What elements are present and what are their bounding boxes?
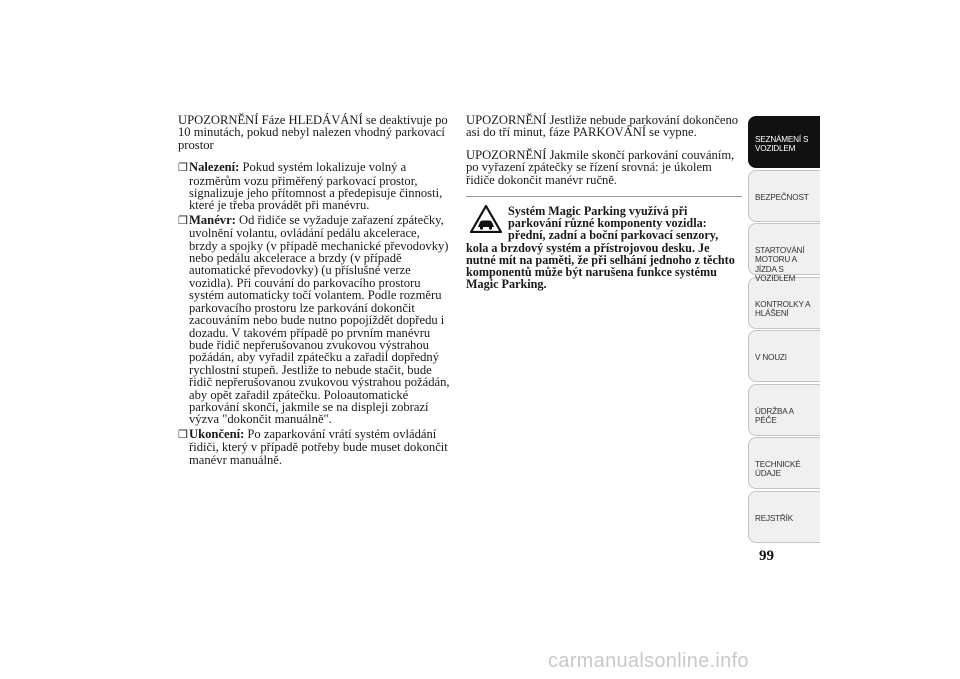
item-text: Po zaparkování vrátí systém ovládání řidiči, který v případě potřeby bude muset dokončit manévr manuálně. — [189, 426, 448, 467]
divider — [466, 196, 742, 197]
list-item-finding — [178, 161, 450, 212]
left-column — [178, 114, 450, 468]
tab-startovani[interactable]: STARTOVÁNÍ MOTORU A JÍZDA S VOZIDLEM — [748, 223, 820, 275]
list-item-completion — [178, 428, 450, 466]
page-number: 99 — [759, 548, 774, 564]
tab-technicke-udaje[interactable]: TECHNICKÉ ÚDAJE — [748, 437, 820, 489]
checkbox-bullet-icon: ❐ — [178, 162, 188, 175]
intro-note: UPOZORNĚNÍ Fáze HLEDÁVÁNÍ se deaktivuje po 10 minutách, pokud nebyl nalezen vhodný parkovací prostor — [178, 113, 448, 152]
watermark: carmanualsonline.info — [548, 650, 749, 672]
item-term: Nalezení: — [189, 160, 240, 175]
tab-bezpecnost[interactable]: BEZPEČNOST — [748, 170, 820, 222]
tab-rejstrik[interactable]: REJSTŘÍK — [748, 491, 820, 543]
item-text: Pokud systém lokalizuje volný a rozměrům vozu přiměřený parkovací prostor, signalizuje jeho přítomnost a předepisuje činnosti, které je třeba provádět při manévru. — [189, 160, 443, 213]
checkbox-bullet-icon: ❐ — [178, 214, 188, 227]
note-steering-align: UPOZORNĚNÍ Jakmile skončí parkování couváním, po vyřazení zpátečky se řízení srovná: je úkolem řidiče dokončit manévr ručně. — [466, 147, 735, 187]
warning-triangle-car-icon — [470, 205, 502, 233]
list-item-maneuver — [178, 214, 450, 426]
tab-seznameni[interactable]: SEZNÁMENÍ S VOZIDLEM — [748, 116, 820, 168]
right-column — [466, 114, 742, 290]
warning-rest: kola a brzdový systém a přístrojovou desku. Je nutné mít na paměti, že při selhání jednoho z těchto komponentů může být narušena funkce systému Magic Parking. — [466, 240, 735, 292]
item-text: Od řidiče se vyžaduje zařazení zpátečky, uvolnění volantu, ovládání pedálu akcelerace, brzdy a spojky (v případě mechanické převodovky) nebo pedálu akcelerace a brzdy (v případě automatické převodovky) (u příslušné verze vozidla). Při couvání do parkovacího prostoru systém automaticky točí volantem. Podle rozměru parkovacího prostoru lze parkování dokončit zacouváním nebo bude nutno popojíždět dopředu i dozadu. V takovém případě po prvním manévru bude řidič nepřerušovanou zvukovou výstrahou požádán, aby vyřadil zpátečku a zařadil dopředný rychlostní stupeň. Jestliže to nebude stačit, bude řidič nepřerušovanou zvukovou výstrahou požádán, aby opět zařadil zpátečku. Poloautomatické parkování skončí, jakmile se na displeji zobrazí výzva "dokončit manuálně". — [189, 212, 450, 427]
note-parking-timeout: UPOZORNĚNÍ Jestliže nebude parkování dokončeno asi do tří minut, fáze PARKOVÁNÍ se vypne. — [466, 113, 739, 140]
tab-kontrolky[interactable]: KONTROLKY A HLÁŠENÍ — [748, 277, 820, 329]
checkbox-bullet-icon: ❐ — [178, 428, 188, 441]
tab-udrzba[interactable]: ÚDRŽBA A PÉČE — [748, 384, 820, 436]
warning-lead: Systém Magic Parking využívá při parkování různé komponenty vozidla: přední, zadní a boční parkovací senzory, — [508, 204, 719, 243]
chapter-tabs — [748, 116, 820, 544]
item-term: Ukončení: — [189, 426, 245, 441]
warning-box — [466, 205, 742, 290]
item-term: Manévr: — [189, 212, 236, 227]
tab-v-nouzi[interactable]: V NOUZI — [748, 330, 820, 382]
